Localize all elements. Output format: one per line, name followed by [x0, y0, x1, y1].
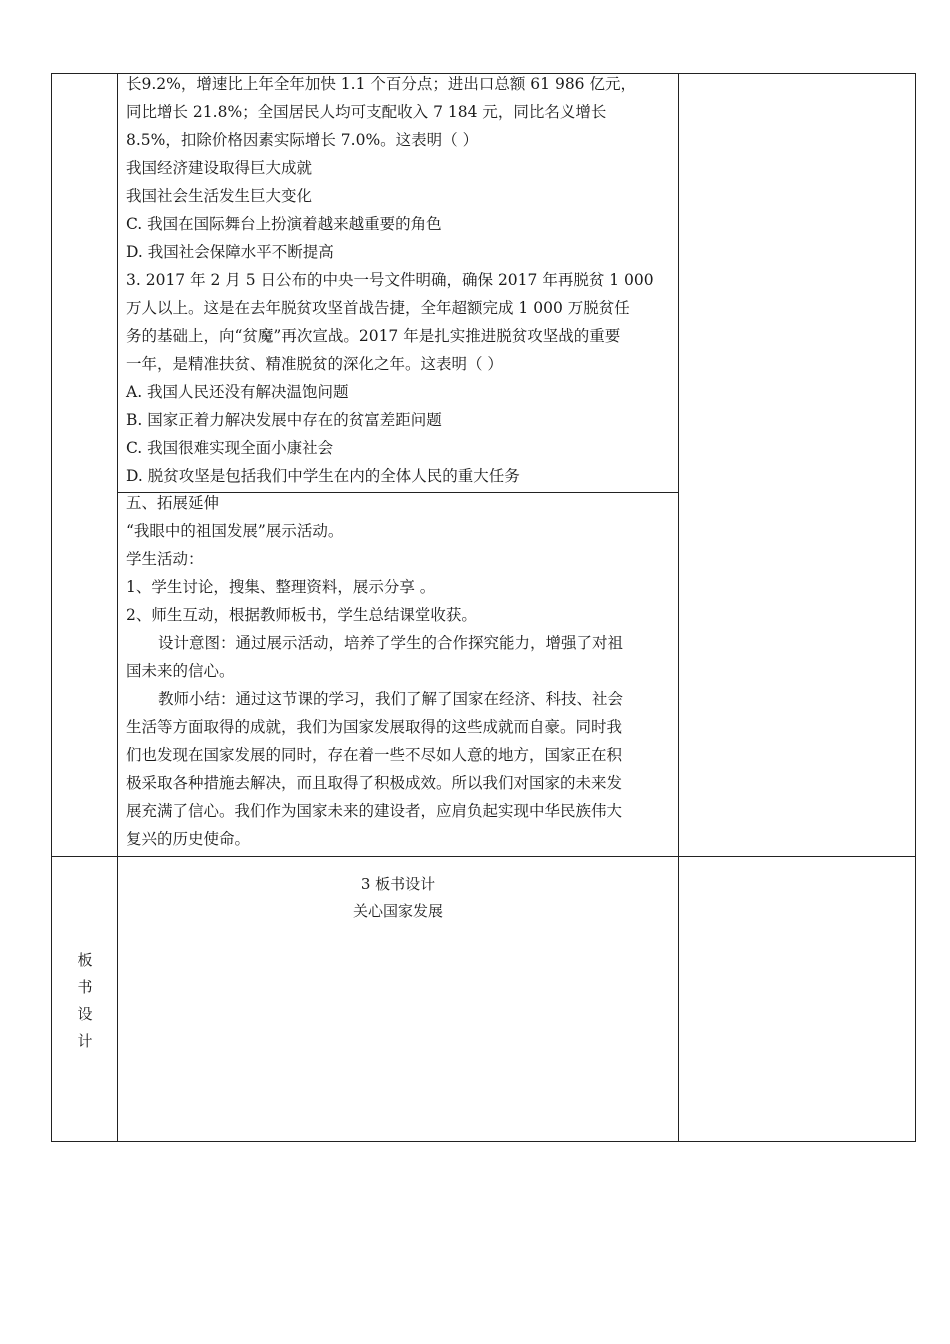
text-line: 五、拓展延伸	[126, 494, 220, 512]
board-design-label	[52, 947, 118, 1055]
text-line: 务的基础上，向“贫魔”再次宣战。2017 年是扎实推进脱贫攻坚战的重要	[126, 327, 621, 345]
table-border-right	[915, 73, 916, 1142]
design-intent-line: 设计意图：通过展示活动，培养了学生的合作探究能力，增强了对祖	[158, 634, 624, 652]
text-line: 学生活动：	[126, 550, 204, 568]
text-line: D. 脱贫攻坚是包括我们中学生在内的全体人民的重大任务	[126, 467, 520, 485]
extension-section	[126, 489, 623, 853]
teacher-summary-line: 复兴的历史使命。	[126, 830, 251, 848]
text-line: 3. 2017 年 2 月 5 日公布的中央一号文件明确，确保 2017 年再脱贫 1 000	[126, 271, 654, 289]
board-heading: 3 板书设计	[360, 875, 436, 893]
teacher-summary-line: 们也发现在国家发展的同时，存在着一些不尽如人意的地方，国家正在积	[126, 746, 623, 764]
text-line: 长9.2%，增速比上年全年加快 1.1 个百分点；进出口总额 61 986 亿元，	[126, 75, 636, 93]
design-intent-line: 国未来的信心。	[126, 662, 235, 680]
board-label-char: 书	[77, 978, 93, 996]
table-divider-row	[51, 856, 916, 857]
board-label-char: 设	[77, 1005, 93, 1023]
text-line: 1、学生讨论，搜集、整理资料，展示分享 。	[126, 578, 436, 596]
teacher-summary-line: 生活等方面取得的成就，我们为国家发展取得的这些成就而自豪。同时我	[126, 718, 623, 736]
teacher-summary-line: 教师小结：通过这节课的学习，我们了解了国家在经济、科技、社会	[158, 690, 624, 708]
exercise-section	[126, 70, 654, 490]
table-border-col2	[678, 73, 679, 1142]
text-line: 一年，是精准扶贫、精准脱贫的深化之年。这表明（ ）	[126, 355, 503, 373]
text-line: 我国社会生活发生巨大变化	[126, 187, 313, 205]
text-line: D. 我国社会保障水平不断提高	[126, 243, 334, 261]
text-line: A. 我国人民还没有解决温饱问题	[126, 383, 349, 401]
board-label-char: 板	[77, 951, 93, 969]
text-line: B. 国家正着力解决发展中存在的贫富差距问题	[126, 411, 442, 429]
teacher-summary-line: 极采取各种措施去解决，而且取得了积极成效。所以我们对国家的未来发	[126, 774, 623, 792]
text-line: 2、师生互动，根据教师板书，学生总结课堂收获。	[126, 606, 477, 624]
board-label-char: 计	[77, 1032, 93, 1050]
text-line: 万人以上。这是在去年脱贫攻坚首战告捷，全年超额完成 1 000 万脱贫任	[126, 299, 630, 317]
text-line: “我眼中的祖国发展”展示活动。	[126, 522, 344, 540]
text-line: C. 我国很难实现全面小康社会	[126, 439, 334, 457]
text-line: C. 我国在国际舞台上扮演着越来越重要的角色	[126, 215, 442, 233]
board-title: 关心国家发展	[352, 902, 443, 920]
text-line: 8.5%，扣除价格因素实际增长 7.0%。这表明（ ）	[126, 131, 479, 149]
table-border-bottom	[51, 1141, 916, 1142]
text-line: 同比增长 21.8%；全国居民人均可支配收入 7 184 元，同比名义增长	[126, 103, 607, 121]
text-line: 我国经济建设取得巨大成就	[126, 159, 313, 177]
teacher-summary-line: 展充满了信心。我们作为国家未来的建设者，应肩负起实现中华民族伟大	[126, 802, 623, 820]
